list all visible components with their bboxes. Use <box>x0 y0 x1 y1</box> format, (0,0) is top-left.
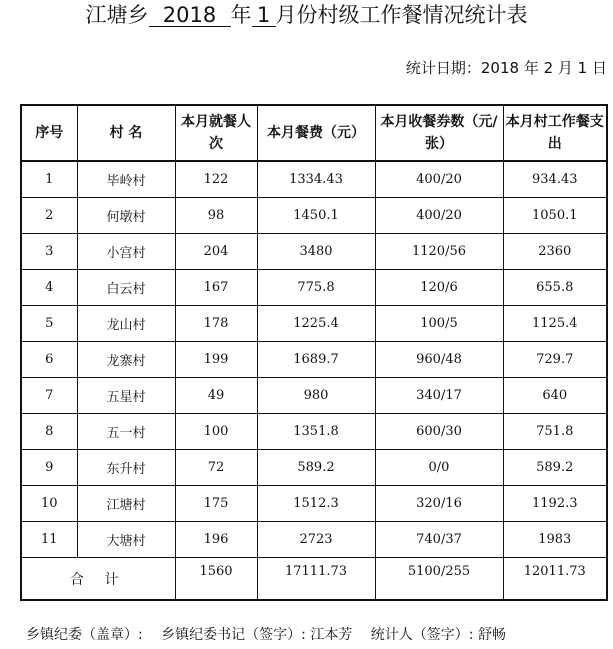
cell-diners: 167 <box>175 270 257 306</box>
cell-cost: 1512.3 <box>257 486 375 522</box>
cell-seq: 1 <box>21 161 77 198</box>
table-row <box>21 450 607 486</box>
footer-statistician: 统计人（签字）: 舒畅 <box>370 627 506 643</box>
total-cost: 17111.73 <box>257 558 375 601</box>
table-row <box>21 306 607 342</box>
cell-diners: 178 <box>175 306 257 342</box>
cell-village: 江塘村 <box>77 486 175 522</box>
cell-cost: 589.2 <box>257 450 375 486</box>
cell-diners: 98 <box>175 198 257 234</box>
cell-seq: 2 <box>21 198 77 234</box>
cell-seq: 11 <box>21 522 77 558</box>
cell-village: 白云村 <box>77 270 175 306</box>
header-cost: 本月餐费（元） <box>257 105 375 161</box>
header-seq: 序号 <box>21 105 77 161</box>
header-expense: 本月村工作餐支出 <box>503 105 607 161</box>
header-diners: 本月就餐人 次 <box>175 105 257 161</box>
cell-village: 毕岭村 <box>77 161 175 198</box>
cell-diners: 49 <box>175 378 257 414</box>
cell-cost: 1225.4 <box>257 306 375 342</box>
signature-footer <box>26 624 520 644</box>
table-row <box>21 161 607 198</box>
cell-seq: 7 <box>21 378 77 414</box>
total-diners: 1560 <box>175 558 257 601</box>
total-label: 合 计 <box>21 558 175 601</box>
title-suffix: 月份村级工作餐情况统计表 <box>275 3 528 27</box>
cell-expense: 2360 <box>503 234 607 270</box>
table-row <box>21 522 607 558</box>
cell-coupons: 600/30 <box>375 414 503 450</box>
cell-diners: 196 <box>175 522 257 558</box>
table-body <box>21 161 607 600</box>
cell-village: 五一村 <box>77 414 175 450</box>
cell-seq: 5 <box>21 306 77 342</box>
footer-secretary: 乡镇纪委书记（签字）: 江本芳 <box>161 627 353 643</box>
cell-expense: 729.7 <box>503 342 607 378</box>
title-prefix: 江塘乡 <box>85 3 149 27</box>
cell-coupons: 400/20 <box>375 198 503 234</box>
table-row <box>21 342 607 378</box>
cell-expense: 1050.1 <box>503 198 607 234</box>
cell-cost: 1689.7 <box>257 342 375 378</box>
cell-seq: 10 <box>21 486 77 522</box>
cell-coupons: 0/0 <box>375 450 503 486</box>
cell-seq: 3 <box>21 234 77 270</box>
cell-coupons: 1120/56 <box>375 234 503 270</box>
title-year-suffix: 年 <box>230 3 252 27</box>
table-row <box>21 414 607 450</box>
cell-coupons: 120/6 <box>375 270 503 306</box>
cell-village: 龙寨村 <box>77 342 175 378</box>
cell-diners: 204 <box>175 234 257 270</box>
table-row <box>21 198 607 234</box>
header-row <box>21 105 607 161</box>
cell-cost: 1450.1 <box>257 198 375 234</box>
cell-village: 东升村 <box>77 450 175 486</box>
cell-expense: 589.2 <box>503 450 607 486</box>
cell-village: 龙山村 <box>77 306 175 342</box>
title-month: 1 <box>252 4 276 27</box>
cell-expense: 1125.4 <box>503 306 607 342</box>
header-coupons: 本月收餐券数（元/张） <box>375 105 503 161</box>
cell-diners: 175 <box>175 486 257 522</box>
cell-expense: 640 <box>503 378 607 414</box>
header-village: 村 名 <box>77 105 175 161</box>
cell-seq: 4 <box>21 270 77 306</box>
cell-coupons: 100/5 <box>375 306 503 342</box>
cell-diners: 72 <box>175 450 257 486</box>
total-coupons: 5100/255 <box>375 558 503 601</box>
cell-cost: 2723 <box>257 522 375 558</box>
cell-expense: 1192.3 <box>503 486 607 522</box>
cell-coupons: 400/20 <box>375 161 503 198</box>
cell-diners: 100 <box>175 414 257 450</box>
total-row <box>21 558 607 601</box>
cell-diners: 199 <box>175 342 257 378</box>
cell-village: 五星村 <box>77 378 175 414</box>
cell-seq: 9 <box>21 450 77 486</box>
cell-expense: 1983 <box>503 522 607 558</box>
cell-seq: 8 <box>21 414 77 450</box>
cell-cost: 1334.43 <box>257 161 375 198</box>
meal-stats-table <box>20 104 608 601</box>
cell-expense: 655.8 <box>503 270 607 306</box>
cell-seq: 6 <box>21 342 77 378</box>
table-row <box>21 270 607 306</box>
cell-expense: 934.43 <box>503 161 607 198</box>
cell-coupons: 320/16 <box>375 486 503 522</box>
total-expense: 12011.73 <box>503 558 607 601</box>
cell-village: 小宫村 <box>77 234 175 270</box>
stat-date: 统计日期：2018 年 2 月 1 日 <box>405 59 607 77</box>
document-title <box>0 2 613 28</box>
cell-village: 大塘村 <box>77 522 175 558</box>
cell-cost: 980 <box>257 378 375 414</box>
cell-diners: 122 <box>175 161 257 198</box>
cell-cost: 3480 <box>257 234 375 270</box>
table-row <box>21 486 607 522</box>
cell-cost: 775.8 <box>257 270 375 306</box>
cell-coupons: 340/17 <box>375 378 503 414</box>
cell-cost: 1351.8 <box>257 414 375 450</box>
cell-village: 何墩村 <box>77 198 175 234</box>
cell-coupons: 960/48 <box>375 342 503 378</box>
cell-coupons: 740/37 <box>375 522 503 558</box>
table-row <box>21 234 607 270</box>
title-year: 2018 <box>149 4 231 27</box>
footer-seal: 乡镇纪委（盖章）: <box>26 627 143 643</box>
cell-expense: 751.8 <box>503 414 607 450</box>
table-row <box>21 378 607 414</box>
